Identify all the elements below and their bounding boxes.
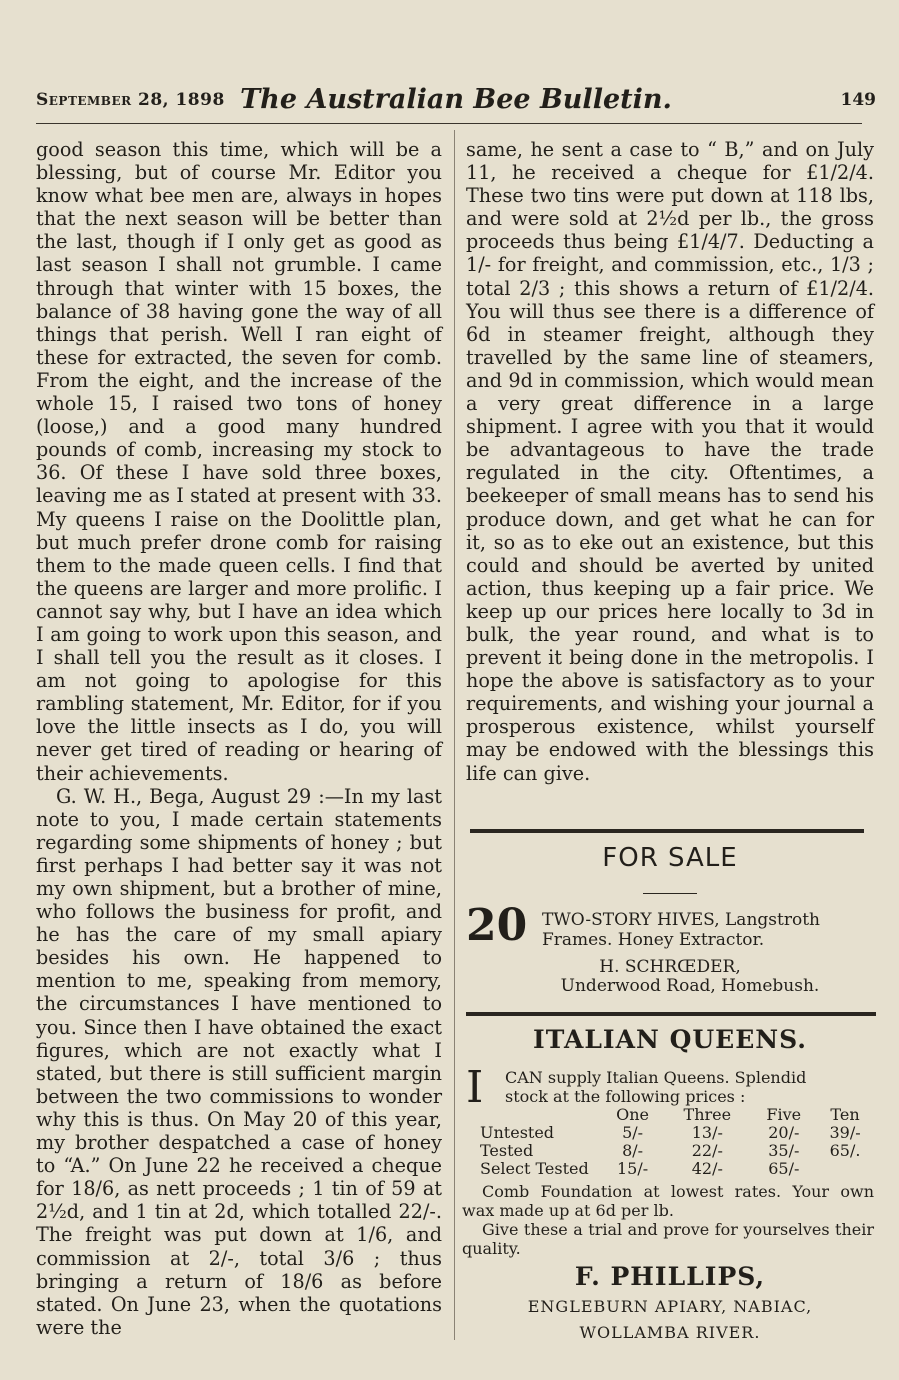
for-sale-short-rule [643, 893, 697, 894]
header-rule [36, 123, 862, 124]
page-number: 149 [840, 90, 876, 110]
queens-address-line-2: WOLLAMBA RIVER. [579, 1323, 761, 1342]
publication-title: The Australian Bee Bulletin. [240, 84, 672, 115]
issue-date: September 28, 1898 [36, 90, 225, 110]
price-row-label: Tested [480, 1141, 534, 1160]
price-column-header: Five [766, 1105, 802, 1124]
price-cell: 15/- [616, 1159, 649, 1178]
queens-address-line-1: ENGLEBURN APIARY, NABIAC, [527, 1297, 813, 1316]
price-cell: 5/- [622, 1123, 644, 1142]
price-cell: 65/. [829, 1141, 861, 1160]
queens-advertiser: F. PHILLIPS, [574, 1262, 766, 1291]
for-sale-advertiser: H. SCHRŒDER, [599, 957, 741, 977]
for-sale-line-1: TWO-STORY HIVES, Langstroth [542, 910, 820, 930]
queens-comb-text: Comb Foundation at lowest rates. Your own wax made up at 6d per lb. [462, 1182, 874, 1220]
for-sale-line-2: Frames. Honey Extractor. [542, 930, 765, 950]
price-column-header: Three [683, 1105, 732, 1124]
price-table-row [480, 1124, 874, 1142]
price-table-row [480, 1142, 874, 1160]
price-cell: 20/- [768, 1123, 800, 1142]
ad-separator-rule [470, 829, 864, 833]
for-sale-number: 20 [466, 900, 528, 951]
price-table-corner [480, 1106, 602, 1124]
price-cell: 35/- [768, 1141, 800, 1160]
price-column-header: One [616, 1105, 649, 1124]
page-header [36, 84, 876, 120]
price-table-header-row [480, 1106, 874, 1124]
queens-heading: ITALIAN QUEENS. [533, 1025, 807, 1054]
price-cell: 22/- [691, 1141, 723, 1160]
queens-price-table [480, 1106, 874, 1178]
price-cell: 13/- [691, 1123, 723, 1142]
price-cell: 39/- [829, 1123, 861, 1142]
price-cell: 65/- [768, 1159, 800, 1178]
left-paragraph-1: good season this time, which will be a blessing, but of course Mr. Editor you know what bee men are, always in hopes that the next season will be better than the last, though if I only get as good as last season I shall not grumble. I came through that winter with 15 boxes, the balance of 38 having gone the way of all things that perish. Well I ran eight of these for extracted, the seven for comb. From the eight, and the increase of the whole 15, I raised two tons of honey (loose,) and a good many hundred pounds of comb, increasing my stock to 36. Of these I have sold three boxes, leaving me as I stated at present with 33. My queens I raise on the Doolittle plan, but much prefer drone comb for raising them to the made queen cells. I find that the queens are larger and more prolific. I cannot say why, but I have an idea which I am going to work upon this season, and I shall tell you the result as it closes. I am not going to apologise for this rambling statement, Mr. Editor, for if you love the little insects as I do, you will never get tired of reading or hearing of their achievements. [36, 138, 442, 785]
queens-ad-rule [466, 1012, 876, 1016]
price-row-label: Select Tested [480, 1159, 589, 1178]
queens-intro-line-2: stock at the following prices : [505, 1087, 746, 1106]
queens-trial-text: Give these a trial and prove for yourselves their quality. [462, 1220, 874, 1258]
price-cell: 8/- [622, 1141, 644, 1160]
price-table-row [480, 1160, 874, 1178]
price-cell [816, 1160, 874, 1178]
right-column [466, 138, 874, 785]
left-paragraph-2: G. W. H., Bega, August 29 :—In my last note to you, I made certain statements regarding some shipments of honey ; but first perhaps I had better say it was not my own shipment, but a brother of mine, who follows the business for profit, and he has the care of my small apiary besides his own. He happened to mention to me, speaking from memory, the circumstances I have mentioned to you. Since then I have obtained the exact figures, which are not exactly what I stated, but there is still sufficient margin between the two commissions to wonder why this is thus. On May 20 of this year, my brother despatched a case of honey to “A.” On June 22 he received a cheque for 18/6, as nett proceeds ; 1 tin of 59 at 2½d, and 1 tin at 2d, which totalled 22/-. The freight was put down at 1/6, and commission at 2/-, total 3/6 ; thus bringing a return of 18/6 as before stated. On June 23, when the quotations were the [36, 784, 442, 1339]
price-column-header: Ten [830, 1105, 860, 1124]
for-sale-heading: FOR SALE [602, 843, 738, 873]
right-paragraph-1: same, he sent a case to “ B,” and on July 11, he received a cheque for £1/2/4. These two tins were put down at 118 lbs, and were sold at 2½d per lb., the gross proceeds thus being £1/4/7. Deducting a 1/- for freight, and commission, etc., 1/3 ; total 2/3 ; this shows a return of £1/2/4. You will thus see there is a difference of 6d in steamer freight, although they travelled by the same line of steamers, and 9d in commission, which would mean a very great difference in a large shipment. I agree with you that it would be advantageous to have the trade regulated in the city. Oftentimes, a beekeeper of small means has to send his produce down, and get what he can for it, so as to eke out an existence, but this could and should be averted by united action, thus keeping up a fair price. We keep up our prices here locally to 3d in bulk, the year round, and what is to prevent it being done in the metropolis. I hope the above is satisfactory as to your requirements, and wishing your journal a prosperous existence, whilst yourself may be endowed with the blessings this life can give. [466, 138, 874, 785]
queens-dropcap: I [466, 1062, 484, 1113]
price-row-label: Untested [480, 1123, 555, 1142]
for-sale-address: Underwood Road, Homebush. [560, 976, 820, 996]
price-cell: 42/- [691, 1159, 723, 1178]
queens-intro-line-1: CAN supply Italian Queens. Splendid [505, 1068, 807, 1087]
left-column [36, 138, 442, 1339]
column-divider [454, 130, 455, 1340]
